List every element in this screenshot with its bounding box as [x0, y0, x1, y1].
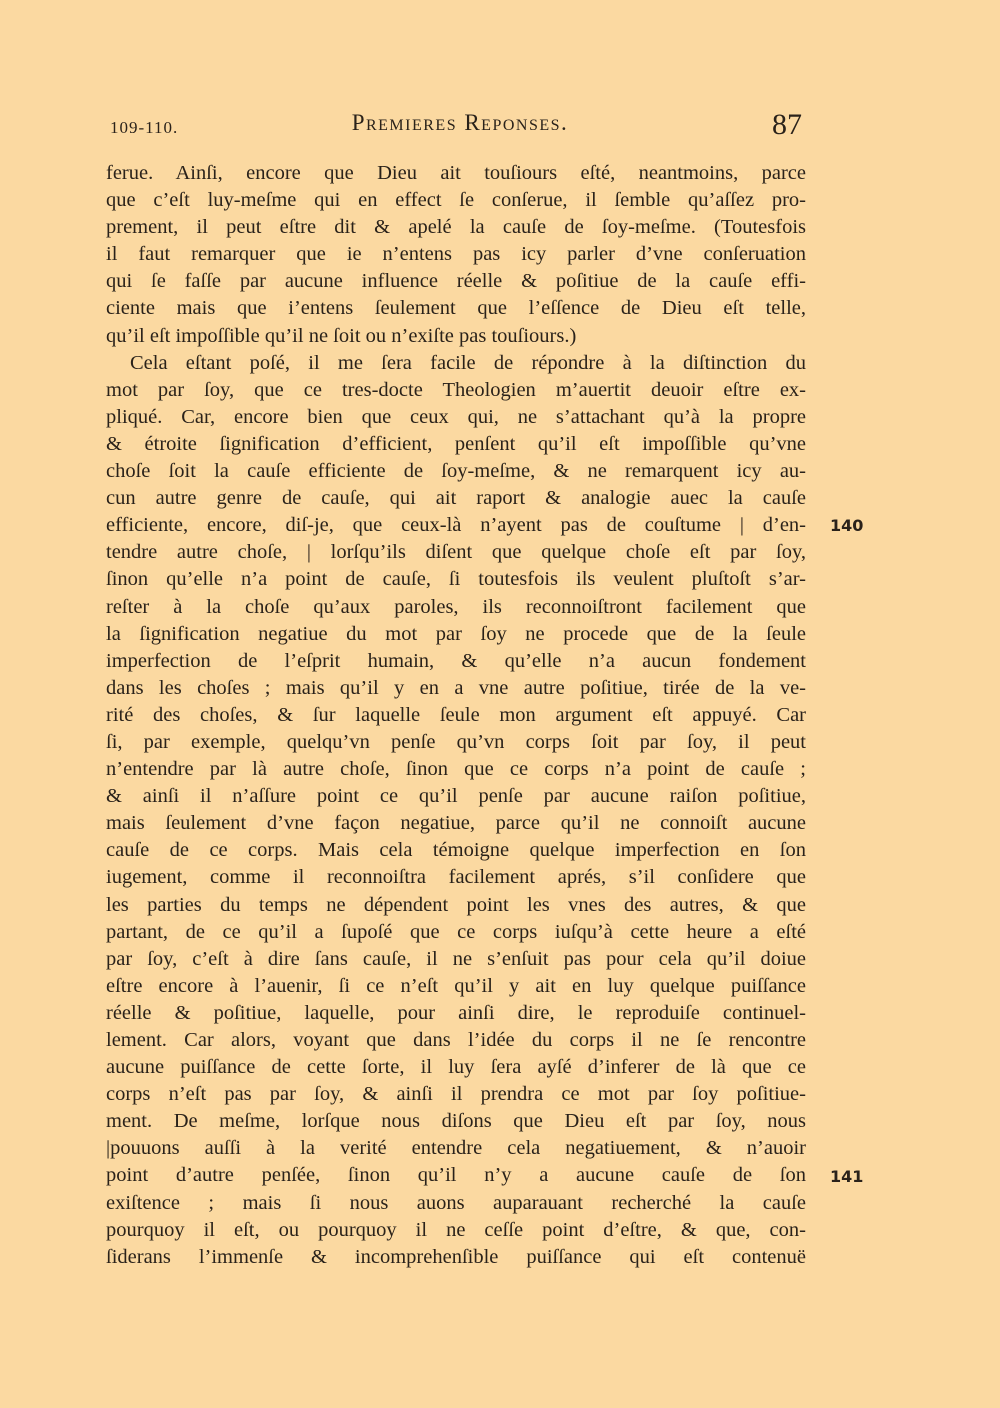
text-line: rité des choſes, & ſur laquelle ſeule mon argument eſt appuyé. Car — [106, 703, 806, 726]
running-header — [0, 108, 1000, 148]
text-line: exiſtence ; mais ſi nous auons auparauant recherché la cauſe — [106, 1191, 806, 1214]
text-line: partant, de ce qu’il a ſupoſé que ce corps iuſqu’à cette heure a eſté — [106, 920, 806, 943]
text-line: réelle & poſitiue, laquelle, pour ainſi dire, le reproduiſe continuel- — [106, 1001, 806, 1024]
text-line: imperfection de l’eſprit humain, & qu’elle n’a aucun fondement — [106, 649, 806, 672]
text-line: tendre autre choſe, | lorſqu’ils diſent que quelque choſe eſt par ſoy, — [106, 541, 806, 564]
text-line: la ſignification negatiue du mot par ſoy ne procede que de la ſeule — [106, 622, 806, 645]
text-line: pourquoy il eſt, ou pourquoy il ne ceſſe point d’eſtre, & que, con- — [106, 1218, 806, 1241]
text-line: |pouuons auſſi à la verité entendre cela negatiuement, & n’auoir — [106, 1137, 806, 1160]
section-reference: 109-110. — [110, 118, 179, 137]
text-line: lement. Car alors, voyant que dans l’idée du corps il ne ſe rencontre — [106, 1029, 806, 1051]
text-line: ment. De meſme, lorſque nous diſons que Dieu eſt par ſoy, nous — [106, 1110, 806, 1133]
text-line: que c’eſt luy-meſme qui en effect ſe conſerue, il ſemble qu’aſſez pro- — [106, 189, 806, 212]
text-line: & étroite ſignification d’efficient, penſent qu’il eſt impoſſible qu’vne — [106, 432, 806, 455]
text-line: ferue. Ainſi, encore que Dieu ait touſiours eſté, neantmoins, parce — [106, 162, 806, 184]
text-line: aucune puiſſance de cette ſorte, il luy ſera ayſé d’inferer de là que ce — [106, 1056, 806, 1079]
body-text — [106, 160, 806, 1271]
text-line: & ainſi il n’aſſure point ce qu’il penſe par aucune raiſon poſitiue, — [106, 785, 806, 808]
text-line: cauſe de ce corps. Mais cela témoigne quelque imperfection en ſon — [106, 839, 806, 862]
margin-page-reference: 140 — [830, 516, 864, 536]
margin-page-reference: 141 — [830, 1166, 864, 1186]
text-line: ciente mais que i’entens ſeulement que l’eſſence de Dieu eſt telle, — [106, 297, 806, 320]
text-line: pliqué. Car, encore bien que ceux qui, ne s’attachant qu’à la propre — [106, 405, 806, 428]
text-line: dans les choſes ; mais qu’il y en a vne autre poſitiue, tirée de la ve- — [106, 676, 806, 699]
text-line: il faut remarquer que ie n’entens pas icy parler d’vne conſeruation — [106, 243, 806, 266]
text-line: mot par ſoy, que ce tres-docte Theologien m’auertit deuoir eſtre ex- — [106, 378, 806, 401]
text-line: les parties du temps ne dépendent point les vnes des autres, & que — [106, 893, 806, 916]
text-line: ſiderans l’immenſe & incomprehenſible puiſſance qui eſt contenuë — [106, 1245, 806, 1268]
text-line: cun autre genre de cauſe, qui ait raport & analogie auec la cauſe — [106, 487, 806, 510]
text-line: qui ſe faſſe par aucune influence réelle & poſitiue de la cauſe effi- — [106, 270, 806, 293]
text-line: prement, il peut eſtre dit & apelé la cauſe de ſoy-meſme. (Toutesfois — [106, 216, 806, 239]
text-line: mais ſeulement d’vne façon negatiue, parce qu’il ne connoiſt aucune — [106, 812, 806, 835]
text-line: Cela eſtant poſé, il me ſera facile de répondre à la diſtinction du — [130, 351, 806, 374]
text-line: corps n’eſt pas par ſoy, & ainſi il prendra ce mot par ſoy poſitiue- — [106, 1083, 806, 1106]
text-line: ſi, par exemple, quelqu’vn penſe qu’vn corps ſoit par ſoy, il peut — [106, 730, 806, 753]
text-line: qu’il eſt impoſſible qu’il ne ſoit ou n’exiſte pas touſiours.) — [106, 324, 577, 347]
text-line: iugement, comme il reconnoiſtra facilement aprés, s’il conſidere que — [106, 866, 806, 889]
text-line: n’entendre par là autre choſe, ſinon que ce corps n’a point de cauſe ; — [106, 758, 806, 781]
text-line: efficiente, encore, diſ-je, que ceux-là n’ayent pas de couſtume | d’en- — [106, 514, 806, 537]
text-line: point d’autre penſée, ſinon qu’il n’y a aucune cauſe de ſon — [106, 1164, 806, 1187]
running-title: Premieres Reponses. — [351, 110, 569, 135]
text-line: choſe ſoit la cauſe efficiente de ſoy-meſme, & ne remarquent icy au- — [106, 460, 806, 483]
text-line: par ſoy, c’eſt à dire ſans cauſe, il ne s’enſuit pas pour cela qu’il doiue — [106, 947, 806, 970]
page-number: 87 — [772, 108, 802, 141]
text-line: eſtre encore à l’auenir, ſi ce n’eſt qu’il y ait en luy quelque puiſſance — [106, 974, 806, 997]
text-line: ſinon qu’elle n’a point de cauſe, ſi toutesfois ils veulent pluſtoſt s’ar- — [106, 568, 806, 591]
text-line: reſter à la choſe qu’aux paroles, ils reconnoiſtront facilement que — [106, 595, 806, 618]
